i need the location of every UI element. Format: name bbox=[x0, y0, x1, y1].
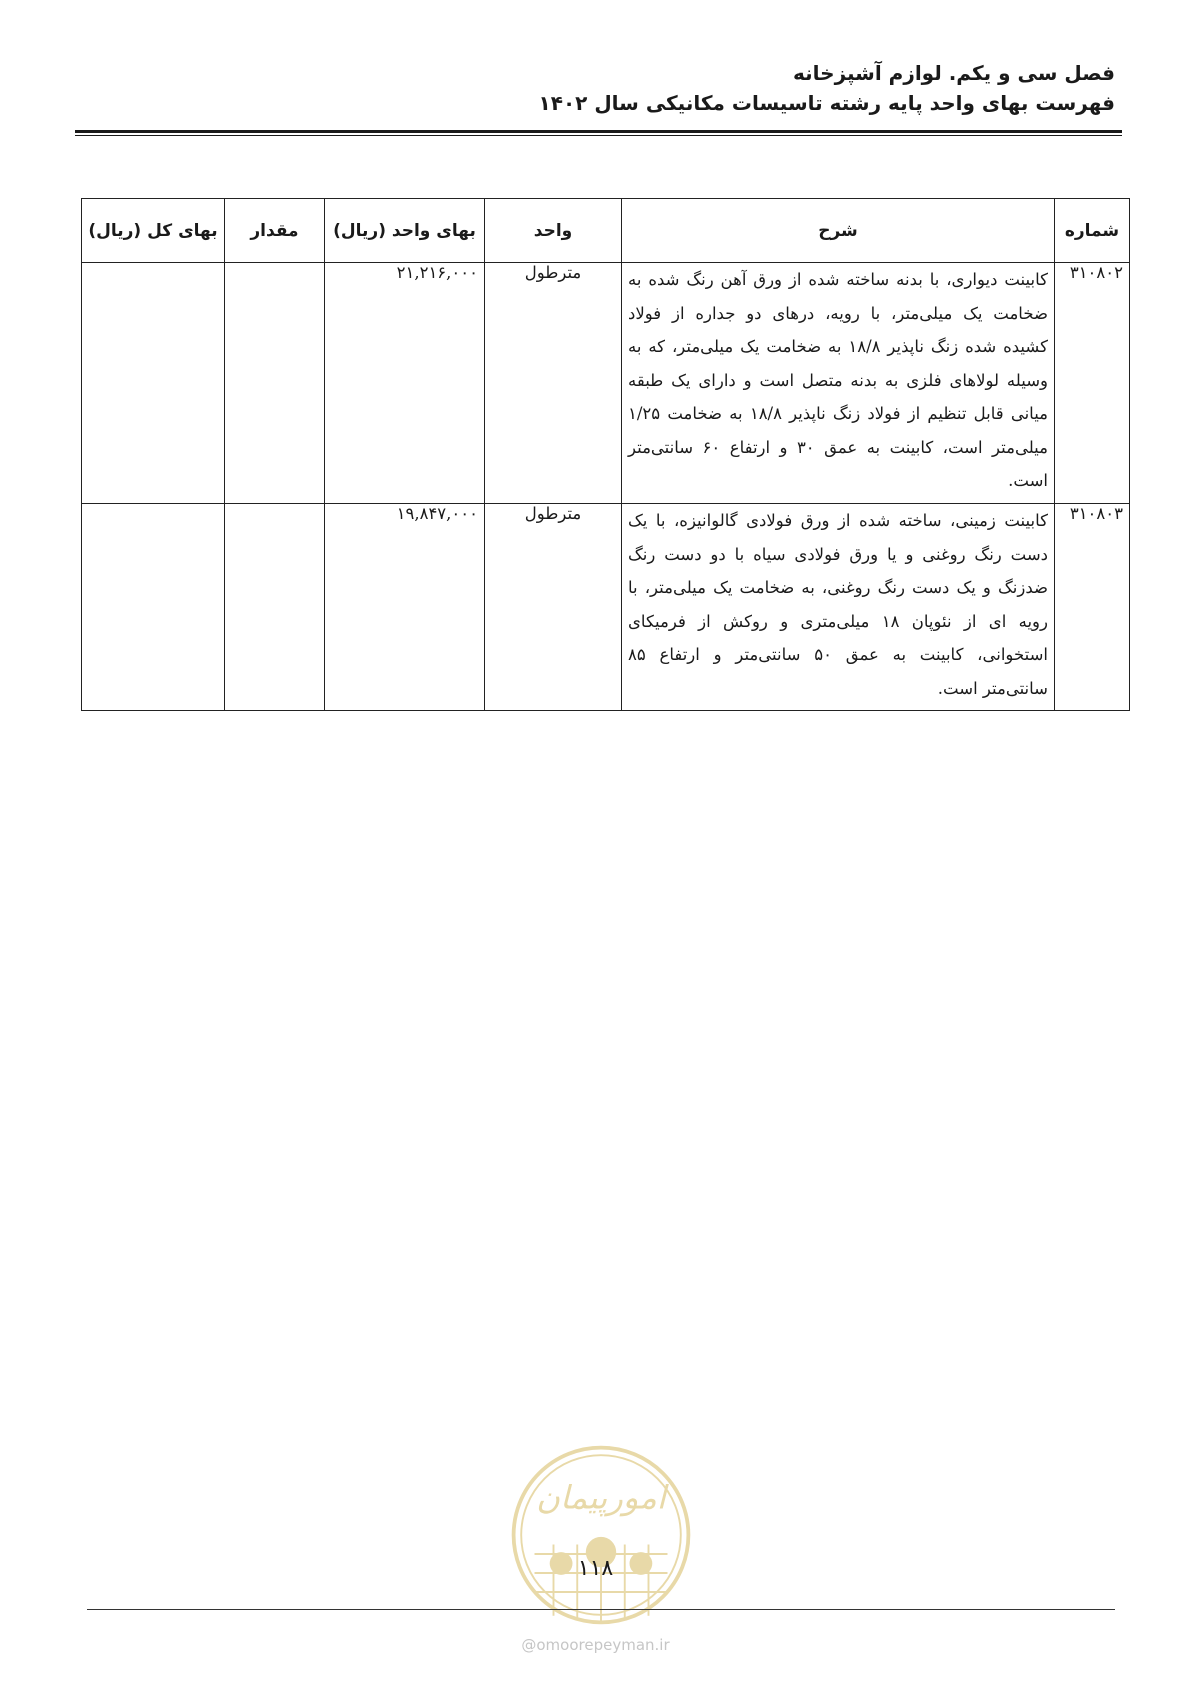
table-row bbox=[82, 504, 1130, 711]
header-rule-thin bbox=[75, 135, 1122, 136]
column-header-code: شماره bbox=[1055, 199, 1130, 263]
chapter-title: فصل سی و یکم. لوازم آشپزخانه bbox=[793, 61, 1115, 85]
item-code: ۳۱۰۸۰۳ bbox=[1055, 504, 1130, 711]
footer-website: @omoorepeyman.ir bbox=[521, 1636, 670, 1654]
column-header-unit-price: بهای واحد (ریال) bbox=[325, 199, 485, 263]
item-total-price bbox=[82, 263, 225, 504]
item-quantity bbox=[225, 504, 325, 711]
item-unit-price: ۲۱,۲۱۶,۰۰۰ bbox=[325, 263, 485, 504]
column-header-unit: واحد bbox=[485, 199, 622, 263]
watermark-logo-text: امورپیمان bbox=[536, 1478, 666, 1517]
item-code: ۳۱۰۸۰۲ bbox=[1055, 263, 1130, 504]
price-list-table bbox=[81, 198, 1130, 711]
page-number: ۱۱۸ bbox=[577, 1556, 614, 1581]
item-description: کابینت زمینی، ساخته شده از ورق فولادی گالوانیزه، با یک دست رنگ روغنی و یا ورق فولادی سیاه با دو دست رنگ ضدزنگ و یک دست رنگ روغنی، به ضخامت یک میلی‌متر، با رویه ای از نئوپان ۱۸ میلی‌متری و روکش از فرمیکای استخوانی، کابینت به عمق ۵۰ سانتی‌متر و ارتفاع ۸۵ سانتی‌متر است. bbox=[622, 504, 1055, 711]
document-subtitle: فهرست بهای واحد پایه رشته تاسیسات مکانیکی سال ۱۴۰۲ bbox=[538, 91, 1115, 115]
watermark-logo-icon bbox=[506, 1440, 696, 1630]
table-row bbox=[82, 263, 1130, 504]
column-header-description: شرح bbox=[622, 199, 1055, 263]
item-unit-price: ۱۹,۸۴۷,۰۰۰ bbox=[325, 504, 485, 711]
page-header bbox=[539, 58, 1115, 118]
table-header-row bbox=[82, 199, 1130, 263]
footer-rule bbox=[87, 1609, 1115, 1610]
item-unit: مترطول bbox=[485, 263, 622, 504]
item-unit: مترطول bbox=[485, 504, 622, 711]
header-rule-thick bbox=[75, 130, 1122, 133]
item-description: کابینت دیواری، با بدنه ساخته شده از ورق آهن رنگ شده به ضخامت یک میلی‌متر، با رویه، درهای دو جداره از فولاد کشیده شده زنگ ناپذیر ۱۸/۸ به ضخامت یک میلی‌متر، که به وسیله لولاهای فلزی به بدنه متصل است و دارای یک طبقه میانی قابل تنظیم از فولاد زنگ ناپذیر ۱۸/۸ به ضخامت ۱/۲۵ میلی‌متر است، کابینت به عمق ۳۰ و ارتفاع ۶۰ سانتی‌متر است. bbox=[622, 263, 1055, 504]
item-total-price bbox=[82, 504, 225, 711]
column-header-quantity: مقدار bbox=[225, 199, 325, 263]
column-header-total-price: بهای کل (ریال) bbox=[82, 199, 225, 263]
item-quantity bbox=[225, 263, 325, 504]
